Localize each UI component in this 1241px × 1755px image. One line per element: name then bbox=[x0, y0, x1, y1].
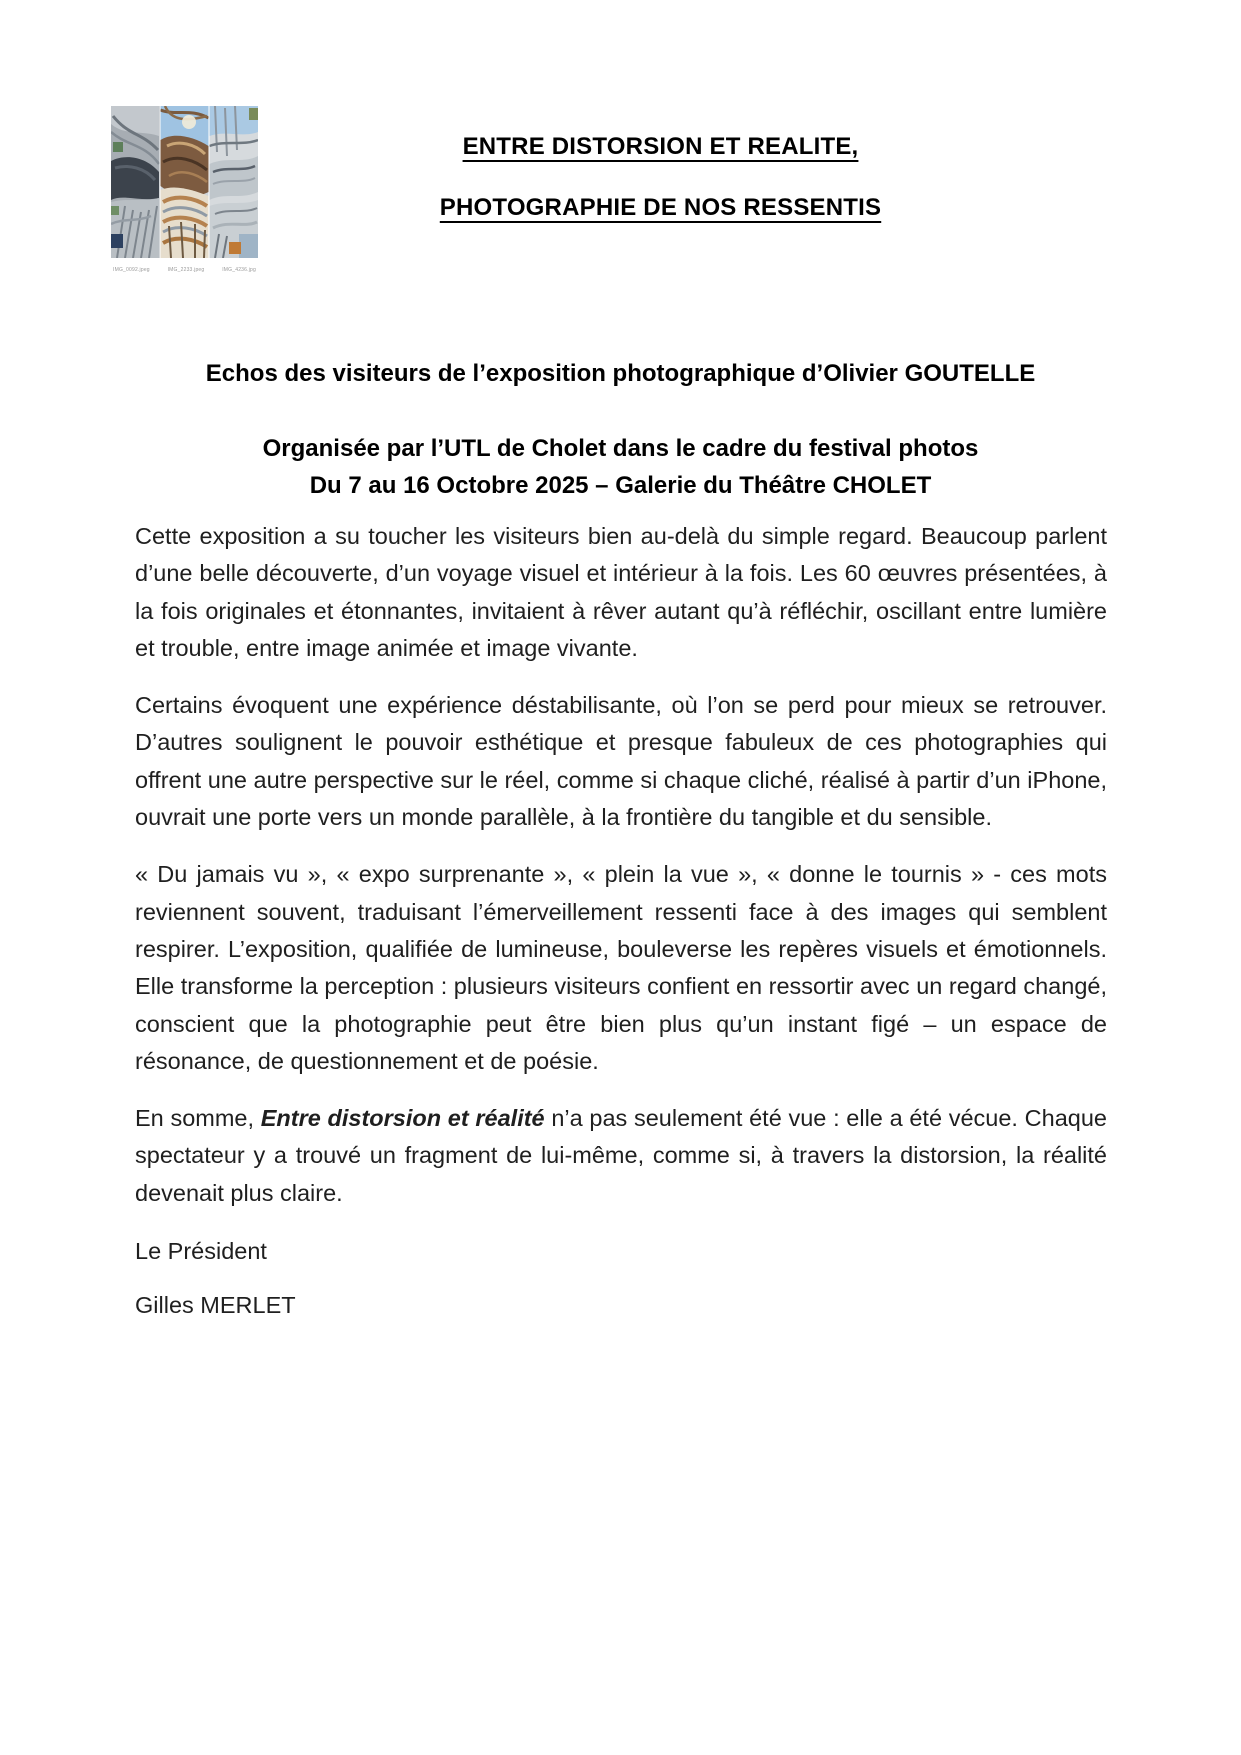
signature-role: Le Président bbox=[135, 1238, 267, 1264]
collage-caption-2: IMG_2233.jpeg bbox=[167, 267, 205, 273]
title-line-2: PHOTOGRAPHIE DE NOS RESSENTIS bbox=[439, 194, 882, 221]
subtitle-exhibition-echoes: Echos des visiteurs de l’exposition photographique d’Olivier GOUTELLE bbox=[205, 360, 1036, 387]
paragraph-1: Cette exposition a su toucher les visiteurs bien au-delà du simple regard. Beaucoup parlent d’une belle découverte, d’un voyage visuel et intérieur à la fois. Les 60 œuvres présentées, à la fois originales et étonnantes, invitaient à rêver autant qu’à réfléchir, oscillant entre lumière et trouble, entre image animée et image vivante. bbox=[135, 523, 1107, 661]
collage-caption-3: IMG_4236.jpg bbox=[222, 267, 256, 273]
paragraph-4-emphasis: Entre distorsion et réalité bbox=[260, 1105, 545, 1132]
signature-name: Gilles MERLET bbox=[135, 1292, 296, 1318]
event-date-venue-line: Du 7 au 16 Octobre 2025 – Galerie du Théâtre CHOLET bbox=[309, 472, 932, 499]
collage-caption-1: IMG_0092.jpeg bbox=[113, 267, 150, 273]
paragraph-4-suffix: n’a pas seulement été vue : elle a été vécue. Chaque spectateur y a trouvé un fragment de lui-même, comme si, à travers la distorsion, la réalité devenait plus claire. bbox=[135, 1105, 1107, 1206]
body-text bbox=[135, 518, 1107, 1232]
event-info bbox=[0, 430, 1241, 504]
title-line-1: ENTRE DISTORSION ET REALITE, bbox=[462, 133, 859, 160]
paragraph-3: « Du jamais vu », « expo surprenante », « plein la vue », « donne le tournis » - ces mots reviennent souvent, traduisant l’émerveillement ressenti face à des images qui semblent respirer. L’exposition, qualifiée de lumineuse, bouleverse les repères visuels et émotionnels. Elle transforme la perception : plusieurs visiteurs confient en ressortir avec un regard changé, conscient que la photographie peut être bien plus qu’un instant figé – un espace de résonance, de questionnement et de poésie. bbox=[135, 861, 1107, 1074]
event-organizer-line: Organisée par l’UTL de Cholet dans le cadre du festival photos bbox=[262, 435, 979, 462]
paragraph-2: Certains évoquent une expérience déstabilisante, où l’on se perd pour mieux se retrouver. D’autres soulignent le pouvoir esthétique et presque fabuleux de ces photographies qui offrent une autre perspective sur le réel, comme si chaque cliché, réalisé à partir d’un iPhone, ouvrait une porte vers un monde parallèle, à la frontière du tangible et du sensible. bbox=[135, 692, 1107, 831]
paragraph-4 bbox=[135, 1100, 1107, 1212]
collage-captions bbox=[111, 267, 258, 273]
paragraph-4-prefix: En somme, bbox=[135, 1105, 261, 1132]
document-title bbox=[80, 132, 1241, 254]
